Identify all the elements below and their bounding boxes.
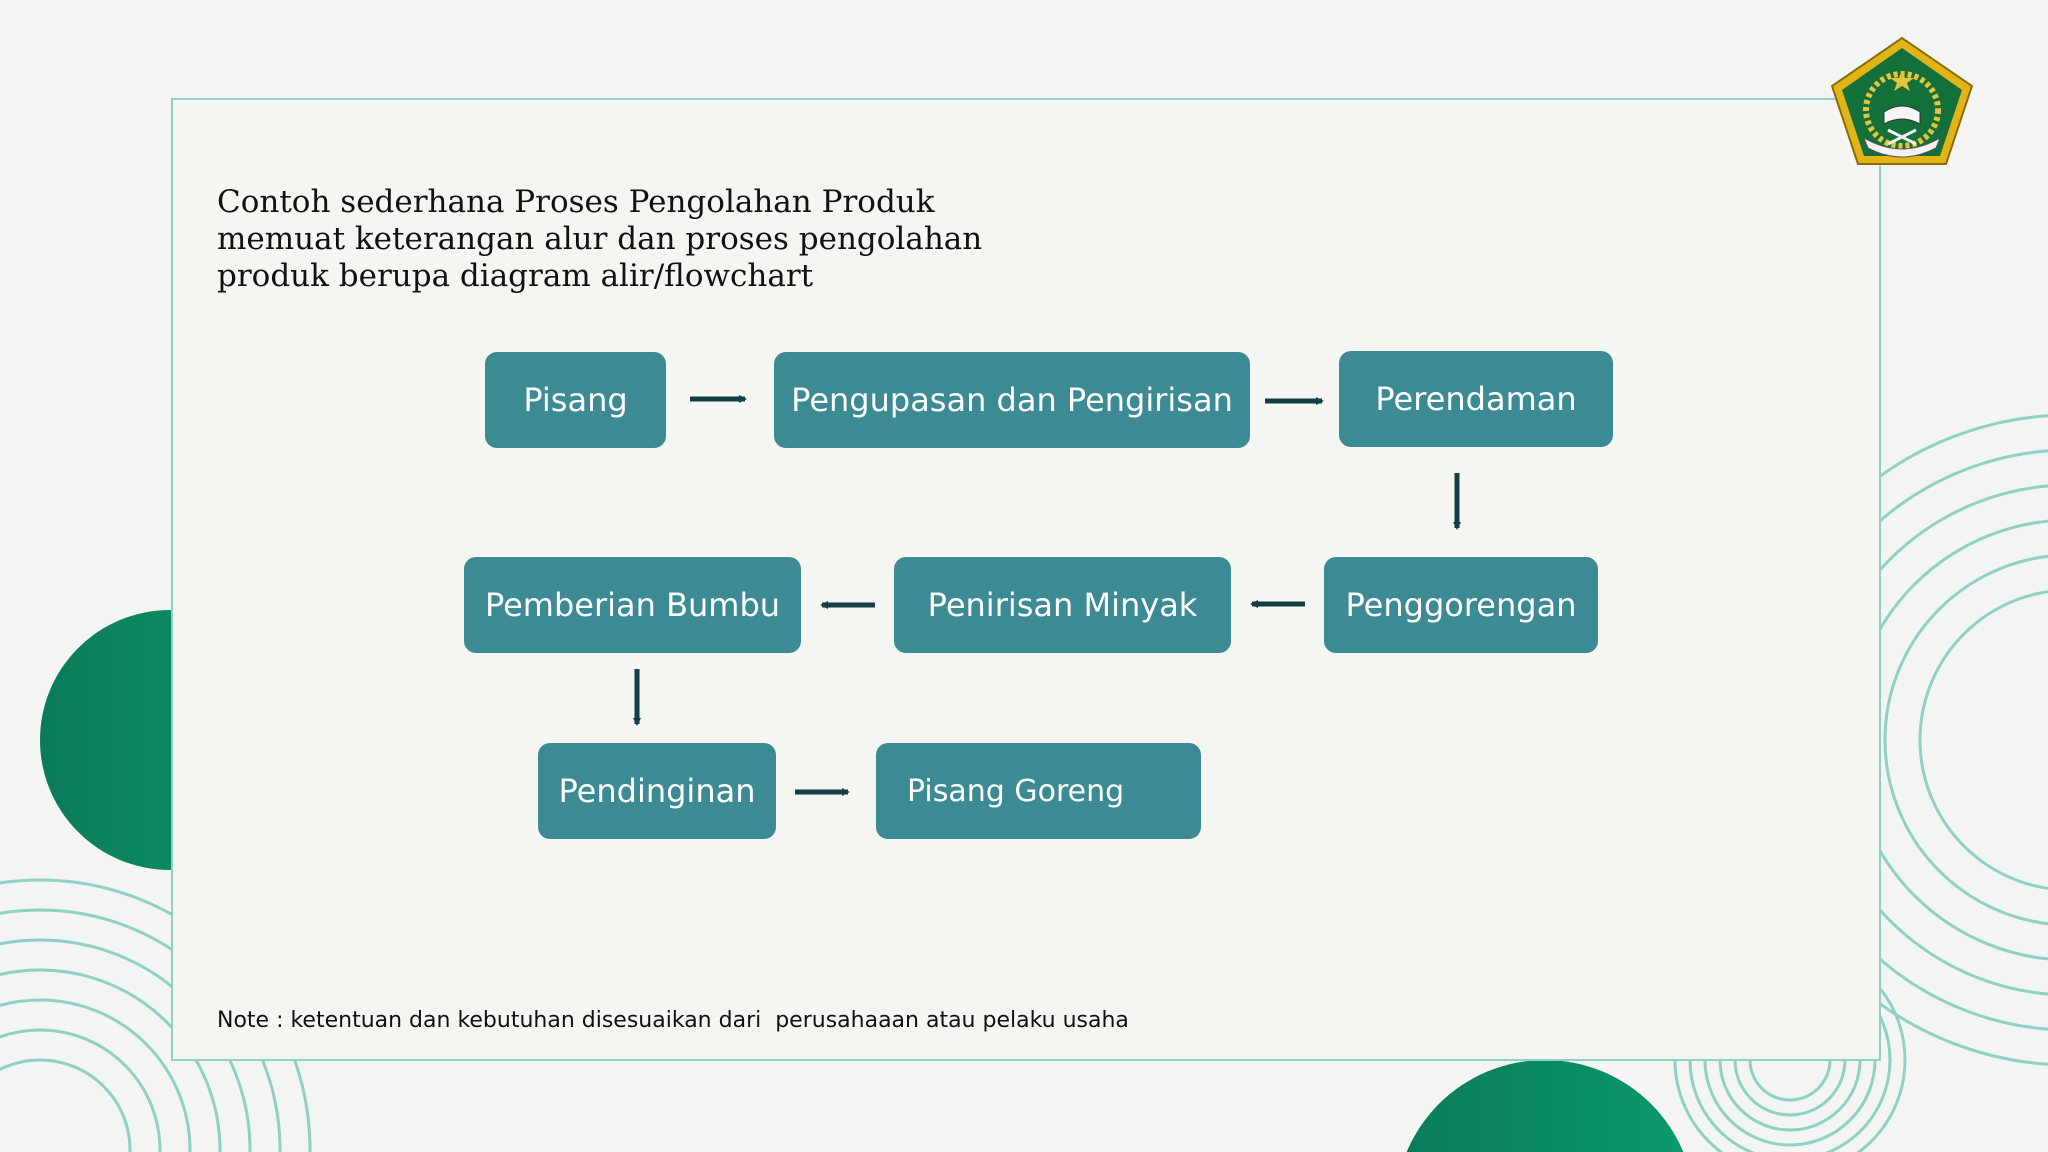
node-pengupasan: Pengupasan dan Pengirisan [774, 352, 1250, 448]
node-pisang-goreng: Pisang Goreng [876, 743, 1201, 839]
node-penirisan: Penirisan Minyak [894, 557, 1231, 653]
node-perendaman: Perendaman [1339, 351, 1613, 447]
node-pisang: Pisang [485, 352, 666, 448]
ministry-emblem-icon [1828, 34, 1976, 170]
node-pendinginan: Pendinginan [538, 743, 776, 839]
slide-title: Contoh sederhana Proses Pengolahan Produk memuat keterangan alur dan proses pengolahan produk berupa diagram alir/flowchart [217, 184, 983, 294]
node-penggorengan: Penggorengan [1324, 557, 1598, 653]
slide-note: Note : ketentuan dan kebutuhan disesuaikan dari perusahaaan atau pelaku usaha [217, 1008, 1129, 1033]
node-pemberian-bumbu: Pemberian Bumbu [464, 557, 801, 653]
